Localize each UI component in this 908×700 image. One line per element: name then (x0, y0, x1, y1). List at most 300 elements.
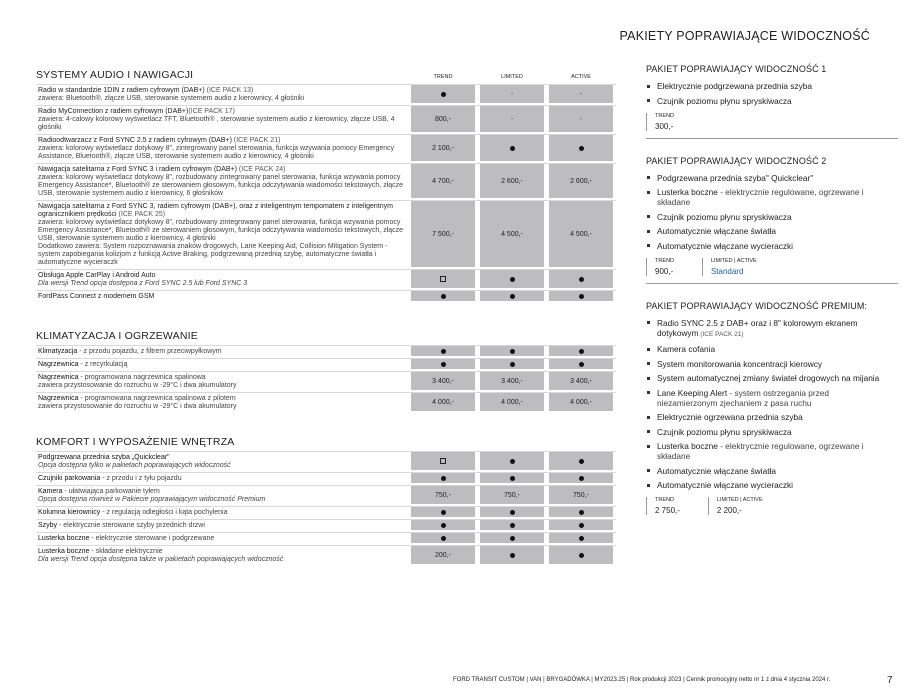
standard-dot-icon (510, 536, 515, 541)
cell-limited (480, 372, 544, 392)
standard-dot-icon (441, 362, 446, 367)
ice-pack-label: (ICE PACK 21) (231, 137, 281, 144)
standard-dot-icon (510, 553, 515, 558)
row-description: zawiera: kolorowy wyświetlacz dotykowy 8", zintegrowany panel sterowania, funkcja wzywania pomocy Emergency Assistance, Bluetooth®, złącze USB, sterowanie systemem audio z kierownicy, 4 głośniki (38, 145, 395, 160)
item-text: Elektrycznie podgrzewana przednia szyba (657, 81, 812, 91)
ice-pack-label: (ICE PACK 17) (188, 108, 235, 115)
cell-trend (411, 106, 475, 134)
price-value: 2 200,- (716, 506, 742, 515)
row-label (36, 507, 409, 519)
standard-dot-icon (510, 510, 515, 515)
row-title-bold: Kolumna kierownicy (38, 509, 101, 516)
package-item (646, 480, 884, 490)
section-title: KOMFORT I WYPOSAŻENIE WNĘTRZA (36, 436, 235, 448)
row-label (36, 546, 409, 566)
item-desc: - system ostrzegania przed niezamierzonym zjechaniem z pasa ruchu (657, 387, 830, 408)
price-value: 750,- (504, 491, 520, 499)
row-cells (411, 452, 613, 472)
row-label (36, 393, 409, 413)
item-text: Automatycznie włączane światła (657, 226, 776, 236)
price-block (646, 258, 674, 276)
row-cells (411, 486, 613, 506)
cell-trend (411, 546, 475, 566)
package-title: PAKIET POPRAWIAJĄCY WIDOCZNOŚĆ 2 (646, 155, 827, 166)
standard-dot-icon (510, 277, 515, 282)
section-1 (36, 323, 616, 413)
cell-trend (411, 85, 475, 105)
cell-limited (480, 452, 544, 472)
row-cells (411, 135, 613, 163)
cell-active (549, 85, 613, 105)
item-text: Radio SYNC 2.5 z DAB+ oraz i 8" kolorowym ekranem dotykowym (657, 317, 858, 338)
table-row (36, 105, 616, 134)
cell-limited (480, 201, 544, 269)
cell-limited (480, 85, 544, 105)
standard-dot-icon (579, 349, 584, 354)
package-2 (646, 156, 884, 284)
unavailable-dash: - (579, 115, 583, 123)
row-title-text: Nawigacja satelitarna z Ford SYNC 3 i radiem cyfrowym (DAB+) (38, 166, 237, 173)
item-text: Czujnik poziomu płynu spryskiwacza (657, 426, 792, 437)
package-item (646, 344, 884, 354)
cell-trend (411, 359, 475, 371)
row-title-bold: Lusterka boczne (38, 535, 90, 542)
cell-trend (411, 164, 475, 200)
row-title (38, 509, 409, 517)
standard-dot-icon (441, 536, 446, 541)
row-title-bold: Czujniki parkowania (38, 475, 101, 482)
cell-trend (411, 201, 475, 269)
cell-active (549, 486, 613, 506)
ice-pack-label: (ICE PACK 25) (116, 211, 166, 218)
item-text: Automatycznie włączane światła (657, 465, 776, 476)
standard-dot-icon (510, 146, 515, 151)
table-row (36, 200, 616, 269)
item-text: Kamera cofania (657, 344, 716, 354)
package-prices (646, 497, 884, 515)
price-label: LIMITED | ACTIVE (716, 497, 763, 503)
cell-limited (480, 270, 544, 290)
row-cells (411, 473, 613, 485)
table-row (36, 545, 616, 566)
item-text: Czujnik poziomu płynu spryskiwacza (657, 211, 792, 222)
cell-active (549, 135, 613, 163)
price-value: 7 500,- (432, 230, 454, 238)
row-title (38, 454, 409, 462)
cell-active (549, 507, 613, 519)
section-0 (36, 62, 616, 303)
row-description: zawiera: kolorowy wyświetlacz dotykowy 8", rozbudowany zintegrowany panel sterowania, funkcja wzywania pomocy Emergency Assistance*, Bluetooth® ze sterowaniem głosowym, funkcja odczytywania wiadomości tekstowych, złącze USB, sterowanie systemem audio z kierownicy, 4 głośniki (38, 219, 404, 242)
price-value: 3 400,- (432, 377, 454, 385)
row-title-rest: - programowana nagrzewnica spalinowa (78, 374, 206, 381)
price-value: 2 100,- (432, 144, 454, 152)
price-block (708, 497, 763, 515)
price-value: 750,- (435, 491, 451, 499)
table-row (36, 451, 616, 472)
row-cells (411, 393, 613, 413)
standard-dot-icon (579, 523, 584, 528)
row-title-bold: Nagrzewnica (38, 361, 79, 368)
table-row (36, 84, 616, 105)
standard-dot-icon (510, 459, 515, 464)
price-label: TREND (655, 497, 674, 503)
package-items (646, 173, 884, 251)
visibility-packages (646, 64, 884, 515)
row-label (36, 201, 409, 269)
column-header-limited: LIMITED (501, 74, 523, 80)
cell-active (549, 164, 613, 200)
table-row (36, 358, 616, 371)
row-note: Opcja dostępna również w Pakiecie poprawiającym widoczność Premium (38, 496, 266, 503)
column-headers (411, 74, 613, 84)
package-item (646, 359, 884, 369)
row-label (36, 106, 409, 134)
cell-trend (411, 507, 475, 519)
row-cells (411, 520, 613, 532)
column-header-trend: TREND (433, 74, 453, 80)
row-note: Dla wersji Trend opcja dostępna z Ford SYNC 2.5 lub Ford SYNC 3 (38, 280, 248, 287)
row-title-bold: Podgrzewana przednia szyba „Quickclear" (38, 454, 170, 461)
row-cells (411, 533, 613, 545)
package-divider (646, 283, 898, 284)
row-title-bold: Lusterka boczne (38, 548, 90, 555)
cell-active (549, 201, 613, 269)
standard-dot-icon (441, 510, 446, 515)
cell-limited (480, 164, 544, 200)
table-row (36, 519, 616, 532)
item-text: Lusterka boczne (657, 187, 718, 197)
row-title-rest: - ułatwiająca parkowanie tyłem (62, 488, 160, 495)
cell-active (549, 473, 613, 485)
row-cells (411, 346, 613, 358)
table-row (36, 371, 616, 392)
cell-limited (480, 291, 544, 303)
price-value: 4 000,- (501, 398, 523, 406)
row-note: Dla wersji Trend opcja dostępna także w pakietach poprawiających widoczność (38, 556, 284, 563)
price-value: 300,- (655, 121, 674, 131)
standard-dot-icon (510, 476, 515, 481)
equipment-table (36, 62, 616, 566)
package-title: PAKIET POPRAWIAJĄCY WIDOCZNOŚĆ PREMIUM: (646, 300, 868, 311)
row-title-bold: Nagrzewnica (38, 374, 79, 381)
row-cells (411, 546, 613, 566)
package-item (646, 241, 884, 251)
price-label: TREND (655, 257, 674, 264)
cell-active (549, 346, 613, 358)
package-item (646, 226, 884, 236)
standard-dot-icon (579, 459, 584, 464)
standard-dot-icon (441, 476, 446, 481)
price-block (646, 113, 674, 131)
item-text: Podgrzewana przednia szyba" Quickclear" (657, 172, 814, 183)
row-title (38, 137, 409, 145)
row-note: Opcja dostępna tylko w pakietach poprawiających widoczność (38, 462, 231, 469)
table-row (36, 485, 616, 506)
cell-limited (480, 546, 544, 566)
section-header (36, 429, 616, 451)
row-title-text: Nawigacja satelitarna z Ford SYNC 3, radiem cyfrowym (DAB+), oraz z inteligentnym tempomatem z inteligentnym ogranicznikiem prędkości (38, 203, 393, 218)
row-title (38, 166, 409, 174)
option-square-icon (440, 458, 446, 464)
row-title (38, 535, 409, 543)
row-description-extra: Dodatkowo zawiera: System rozpoznawania znaków drogowych, Lane Keeping Aid, Collision Mitigation System - system zapobiegania kolizjom z funkcją Active Braking, podgrzewaną przednią szybę, automatyczne światła i automatyczne wycieraczk (38, 243, 388, 266)
section-header (36, 323, 616, 345)
row-description: zawiera: kolorowy wyświetlacz dotykowy 8", rozbudowany zintegrowany panel sterowania, funkcja wzywania pomocy Emergency Assistance*, Bluetooth® ze sterowaniem głosowym, funkcja odczytywania wiadomości tekstowych, złącze USB, sterowanie systemem audio z kierownicy, 6 głośników (38, 174, 404, 197)
cell-limited (480, 346, 544, 358)
cell-limited (480, 106, 544, 134)
row-title-text: Radioodtwarzacz z Ford SYNC 2.5 z radiem cyfrowym (DAB+) (38, 137, 232, 144)
unavailable-dash: - (510, 115, 514, 123)
cell-trend (411, 372, 475, 392)
standard-dot-icon (441, 523, 446, 528)
standard-dot-icon (579, 146, 584, 151)
row-cells (411, 372, 613, 392)
row-title (38, 348, 409, 356)
cell-active (549, 270, 613, 290)
standard-dot-icon (441, 294, 446, 299)
item-text: Czujnik poziomu płynu spryskiwacza (657, 95, 792, 106)
row-label (36, 520, 409, 532)
row-title-rest: - z przodu i z tyłu pojazdu (100, 475, 182, 482)
row-label (36, 270, 409, 290)
cell-limited (480, 533, 544, 545)
row-title (38, 488, 409, 496)
table-row (36, 134, 616, 163)
price-value: 4 700,- (432, 177, 454, 185)
row-description: zawiera: 4-calowy kolorowy wyświetlacz TFT, Bluetooth® , sterowanie systemem audio z kierownicy, złącze USB, 4 głośniki (38, 116, 395, 131)
item-desc: - elektrycznie regulowane, ogrzewane i składane (657, 441, 864, 461)
price-value: 4 500,- (570, 230, 592, 238)
package-item (646, 187, 884, 207)
standard-dot-icon (510, 294, 515, 299)
row-title (38, 272, 409, 280)
item-text: Lusterka boczne (657, 441, 718, 451)
price-value: 2 600,- (501, 177, 523, 185)
standard-dot-icon (579, 553, 584, 558)
row-cells (411, 270, 613, 290)
price-block (702, 258, 757, 276)
item-small: (ICE PACK 21) (698, 330, 744, 338)
package-items (646, 318, 884, 491)
price-value: 3 400,- (570, 377, 592, 385)
cell-trend (411, 533, 475, 545)
row-label (36, 291, 409, 303)
standard-dot-icon (579, 510, 584, 515)
package-item (646, 427, 884, 437)
price-value: 800,- (435, 115, 451, 123)
cell-limited (480, 359, 544, 371)
cell-trend (411, 520, 475, 532)
price-value: 900,- (655, 266, 674, 276)
package-item (646, 466, 884, 476)
cell-trend (411, 486, 475, 506)
package-1 (646, 64, 884, 139)
price-value: 200,- (435, 551, 451, 559)
row-cells (411, 201, 613, 269)
row-label (36, 486, 409, 506)
section-header (36, 62, 616, 84)
table-row (36, 532, 616, 545)
item-text: Lane Keeping Alert (657, 387, 728, 398)
row-title (38, 548, 409, 556)
row-title-rest: - z recyrkulacją (78, 361, 128, 368)
cell-active (549, 393, 613, 413)
standard-dot-icon (579, 536, 584, 541)
row-cells (411, 507, 613, 519)
table-row (36, 269, 616, 290)
package-item (646, 318, 884, 340)
row-label (36, 164, 409, 200)
row-label (36, 473, 409, 485)
item-text: System monitorowania koncentracji kierowcy (657, 358, 823, 369)
standard-dot-icon (579, 362, 584, 367)
cell-active (549, 520, 613, 532)
row-title (38, 522, 409, 530)
cell-limited (480, 520, 544, 532)
row-cells (411, 106, 613, 134)
package-prices (646, 113, 884, 131)
row-title-text: Obsługa Apple CarPlay i Android Auto (38, 272, 156, 279)
cell-trend (411, 291, 475, 303)
row-title-rest: - elektrycznie sterowane szyby przednich drzwi (57, 522, 205, 529)
row-label (36, 452, 409, 472)
item-desc: - elektrycznie regulowane, ogrzewane i składane (657, 187, 864, 207)
table-row (36, 290, 616, 303)
package-item (646, 212, 884, 222)
cell-active (549, 452, 613, 472)
row-title (38, 108, 409, 116)
cell-trend (411, 346, 475, 358)
price-value: 4 000,- (432, 398, 454, 406)
row-cells (411, 291, 613, 303)
page-title: PAKIETY POPRAWIAJĄCE WIDOCZNOŚĆ (619, 29, 870, 43)
package-title: PAKIET POPRAWIAJĄCY WIDOCZNOŚĆ 1 (646, 64, 827, 74)
row-description: zawiera przystosowanie do rozruchu w -29°C i dwa akumulatory (38, 382, 237, 389)
cell-active (549, 291, 613, 303)
standard-dot-icon (510, 362, 515, 367)
table-row (36, 506, 616, 519)
cell-active (549, 372, 613, 392)
row-title-bold: Kamera (38, 488, 63, 495)
row-title-rest: - elektrycznie sterowane i podgrzewane (89, 535, 215, 542)
standard-dot-icon (441, 349, 446, 354)
standard-dot-icon (579, 277, 584, 282)
row-title (38, 293, 409, 301)
standard-dot-icon (510, 349, 515, 354)
cell-trend (411, 452, 475, 472)
table-row (36, 163, 616, 200)
row-label (36, 346, 409, 358)
price-value: 750,- (573, 491, 589, 499)
package-item (646, 412, 884, 422)
cell-active (549, 359, 613, 371)
row-cells (411, 164, 613, 200)
package-item (646, 388, 884, 408)
row-title-text: FordPass Connect z modemem GSM (38, 293, 155, 300)
package-item (646, 373, 884, 383)
cell-limited (480, 135, 544, 163)
section-title: SYSTEMY AUDIO I NAWIGACJI (36, 69, 194, 81)
item-text: Automatycznie włączane wycieraczki (657, 480, 794, 490)
item-text: System automatycznej zmiany świateł drogowych na mijania (657, 373, 880, 383)
ice-pack-label: (ICE PACK 13) (204, 87, 254, 94)
unavailable-dash: - (510, 90, 514, 98)
cell-limited (480, 486, 544, 506)
cell-active (549, 533, 613, 545)
cell-trend (411, 393, 475, 413)
row-label (36, 359, 409, 371)
row-title (38, 395, 409, 403)
row-description: zawiera przystosowanie do rozruchu w -29°C i dwa akumulatory (38, 403, 237, 410)
row-title-text: Radio MyConnection z radiem cyfrowym (DAB+) (38, 108, 189, 115)
item-text: Automatycznie włączane wycieraczki (657, 240, 794, 251)
row-label (36, 533, 409, 545)
package-prices (646, 258, 884, 276)
row-title-bold: Nagrzewnica (38, 395, 79, 402)
table-row (36, 472, 616, 485)
column-header-active: ACTIVE (571, 74, 591, 80)
standard-dot-icon (441, 92, 446, 97)
standard-dot-icon (510, 523, 515, 528)
cell-active (549, 106, 613, 134)
row-cells (411, 359, 613, 371)
row-title (38, 475, 409, 483)
section-title: KLIMATYZACJA I OGRZEWANIE (36, 330, 198, 342)
cell-trend (411, 473, 475, 485)
price-value: 4 500,- (501, 230, 523, 238)
package-item (646, 441, 884, 461)
ice-pack-label: (ICE PACK 24) (236, 166, 286, 173)
footer-text: FORD TRANSIT CUSTOM | VAN | BRYGADÓWKA | MY2023.25 | Rok produkcji 2023 | Cennik promocyjny netto nr 1 z dnia 4 stycznia 2024 r. (453, 677, 831, 683)
cell-trend (411, 270, 475, 290)
price-block (646, 497, 680, 515)
package-3 (646, 301, 884, 516)
price-value: Standard (710, 266, 744, 276)
standard-dot-icon (579, 294, 584, 299)
table-row (36, 345, 616, 358)
page-number: 7 (887, 675, 893, 686)
row-label (36, 135, 409, 163)
row-title-bold: Szyby (38, 522, 58, 529)
row-title-rest: - z regulacją odległości i kąta pochylenia (100, 509, 228, 516)
price-label: TREND (655, 112, 674, 119)
row-title (38, 361, 409, 369)
row-cells (411, 85, 613, 105)
row-label (36, 372, 409, 392)
row-title-rest: - z przodu pojazdu, z filtrem przeciwpyłkowym (77, 348, 222, 355)
row-title (38, 203, 409, 219)
price-value: 2 750,- (655, 506, 680, 515)
option-square-icon (440, 276, 446, 282)
package-item (646, 81, 884, 91)
package-items (646, 81, 884, 106)
row-title-bold: Klimatyzacja (38, 348, 78, 355)
cell-trend (411, 135, 475, 163)
standard-dot-icon (579, 476, 584, 481)
row-title (38, 87, 409, 95)
price-label: LIMITED | ACTIVE (710, 257, 757, 264)
row-description: zawiera: Bluetooth®, złącze USB, sterowanie systemem audio z kierownicy, 4 głośniki (38, 95, 305, 102)
price-value: 4 000,- (570, 398, 592, 406)
cell-limited (480, 507, 544, 519)
row-label (36, 85, 409, 105)
cell-limited (480, 393, 544, 413)
row-title-text: Radio w standardzie 1DIN z radiem cyfrowym (DAB+) (38, 87, 205, 94)
package-item (646, 173, 884, 183)
package-divider (646, 138, 898, 139)
row-title-rest: - programowana nagrzewnica spalinowa z pilotem (78, 395, 236, 402)
price-value: 2 600,- (570, 177, 592, 185)
